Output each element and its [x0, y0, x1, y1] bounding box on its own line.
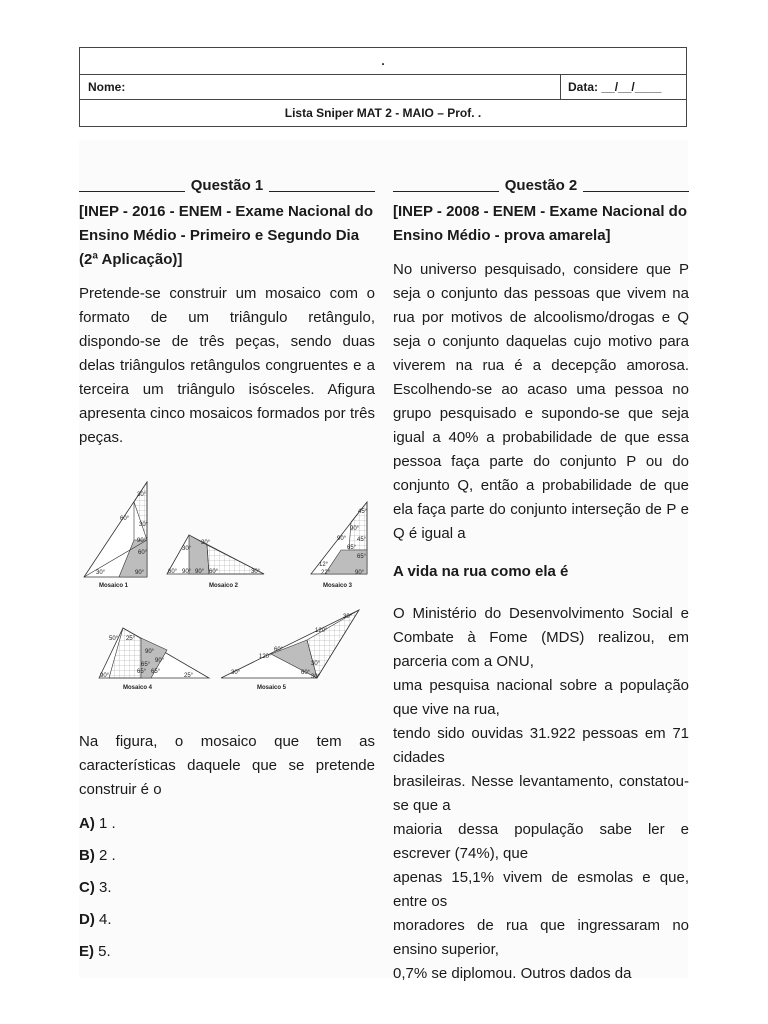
mosaic-3-angle: 90° [355, 570, 365, 576]
mosaic-4-angle: 90° [155, 658, 165, 664]
text-line: O Ministério do Desenvolvimento Social e Combate à Fome (MDS) realizou, em parceria com a ONU, [393, 605, 689, 670]
mosaic-3-angle: 90° [350, 526, 360, 532]
option-text: 1 . [99, 815, 116, 832]
mosaic-4-angle: 25° [126, 636, 136, 642]
text-line: tendo sido ouvidas 31.922 pessoas em 71 cidades [393, 725, 689, 766]
option-text: 3. [99, 879, 112, 896]
date-field[interactable] [561, 75, 686, 99]
mosaic-4 [99, 628, 209, 691]
option-letter: A) [79, 815, 95, 832]
text-line: maioria dessa população sabe ler e escrever (74%), que [393, 821, 689, 862]
mosaic-4-angle: 25° [184, 673, 194, 679]
text-line: 0,7% se diplomou. Outros dados da [393, 965, 632, 982]
question-2-text [393, 602, 689, 986]
mosaic-5-angle: 120° [259, 654, 272, 660]
question-1-title: Questão 1 [190, 177, 264, 194]
mosaic-2-caption: Mosaico 2 [209, 583, 239, 589]
mosaic-2-angle: 60° [209, 569, 219, 575]
option-e[interactable] [79, 940, 375, 964]
mosaic-3-angle: 45° [358, 509, 368, 515]
heading-rule [393, 191, 499, 192]
question-2 [393, 174, 689, 986]
option-letter: B) [79, 847, 95, 864]
question-1-statement: Pretende-se construir um mosaico com o formato de um triângulo retângulo, dispondo-se de três peças, sendo duas delas triângulos retângulos congruentes e a terceira um triângulo isósceles. Afigura apresenta cinco mosaicos formados por três peças. [79, 285, 375, 446]
mosaic-1-angle: 90° [135, 570, 145, 576]
header-top-mark: . [381, 54, 385, 68]
option-a[interactable] [79, 812, 375, 836]
question-1-heading [79, 174, 375, 198]
option-text: 5. [98, 943, 111, 960]
mosaic-4-caption: Mosaico 4 [123, 685, 153, 691]
mosaic-5-angle: 120° [315, 628, 328, 634]
document-body [79, 140, 689, 982]
header-top-row [80, 48, 686, 75]
question-2-title: Questão 2 [504, 177, 578, 194]
option-text: 2 . [99, 847, 116, 864]
mosaic-5-caption: Mosaico 5 [257, 685, 287, 691]
mosaic-2-angle: 90° [195, 569, 205, 575]
question-1-options [79, 812, 375, 964]
mosaic-3-angle: 22° [321, 570, 331, 576]
header-table [79, 47, 687, 127]
mosaic-4-angle: 65° [141, 662, 151, 668]
mosaic-2-angle: 90° [182, 569, 192, 575]
mosaic-3-angle: 65° [357, 554, 367, 560]
header-title-row [80, 100, 686, 126]
name-label: Nome: [88, 80, 126, 94]
question-1-source: [INEP - 2016 - ENEM - Exame Nacional do Ensino Médio - Primeiro e Segundo Dia (2ª Aplicação)] [79, 203, 373, 268]
text-line: uma pesquisa nacional sobre a população que vive na rua, [393, 677, 689, 718]
mosaic-figure-svg [79, 470, 375, 705]
mosaic-4-angle: 50° [109, 636, 119, 642]
mosaic-5-angle: 30° [311, 661, 321, 667]
mosaic-1-angle: 90° [137, 538, 147, 544]
mosaic-3-angle: 65° [347, 545, 357, 551]
option-d[interactable] [79, 908, 375, 932]
mosaic-4-angle: 65° [137, 669, 147, 675]
question-1 [79, 174, 375, 964]
list-title: Lista Sniper MAT 2 - MAIO – Prof. . [284, 106, 482, 120]
mosaic-5-angle: 30° [311, 674, 321, 680]
question-2-statement: No universo pesquisado, considere que P seja o conjunto das pessoas que vivem na rua por motivos de alcoolismo/drogas e Q seja o conjunto daquelas cujo motivo para viverem na rua é a decepção amorosa. Escolhendo-se ao acaso uma pessoa no grupo pesquisado e supondo-se que seja igual a 40% a probabilidade de que essa pessoa faça parte do conjunto P ou do conjunto Q, então a probabilidade de que ela faça parte do conjunto interseção de P e Q é igual a [393, 261, 689, 542]
option-letter: D) [79, 911, 95, 928]
mosaic-figure [79, 470, 375, 720]
question-2-source: [INEP - 2008 - ENEM - Exame Nacional do Ensino Médio - prova amarela] [393, 203, 687, 244]
mosaic-4-angle: 90° [100, 673, 110, 679]
mosaic-4-angle: 65° [151, 669, 161, 675]
text-line: brasileiras. Nesse levantamento, constatou-se que a [393, 773, 689, 814]
mosaic-1-angle: 60° [138, 550, 148, 556]
mosaic-5-angle: 60° [274, 647, 284, 653]
text-line: moradores de rua que ingressaram no ensino superior, [393, 917, 689, 958]
mosaic-3-angle: 90° [337, 536, 347, 542]
mosaic-3-caption: Mosaico 3 [323, 583, 353, 589]
option-b[interactable] [79, 844, 375, 868]
text-line: apenas 15,1% vivem de esmolas e que, entre os [393, 869, 689, 910]
mosaic-5-angle: 30° [343, 614, 353, 620]
question-2-subheading: A vida na rua como ela é [393, 563, 569, 580]
mosaic-2-angle: 30° [201, 540, 211, 546]
option-letter: E) [79, 943, 94, 960]
mosaic-1-angle: 30° [139, 522, 149, 528]
heading-rule [79, 191, 185, 192]
mosaic-2 [167, 535, 264, 589]
header-name-row [80, 75, 686, 100]
heading-rule [583, 191, 689, 192]
mosaic-3-angle: 45° [357, 537, 367, 543]
option-c[interactable] [79, 876, 375, 900]
mosaic-2-angle: 60° [168, 569, 178, 575]
option-letter: C) [79, 879, 95, 896]
mosaic-1-angle: 30° [137, 492, 147, 498]
mosaic-1 [84, 482, 149, 589]
mosaic-2-angle: 30° [182, 546, 192, 552]
question-1-prompt: Na figura, o mosaico que tem as características daquele que se pretende construir é o [79, 733, 375, 798]
mosaic-1-angle: 60° [120, 516, 130, 522]
mosaic-2-angle: 30° [251, 569, 261, 575]
mosaic-3 [311, 502, 368, 589]
question-2-heading [393, 174, 689, 198]
mosaic-4-angle: 90° [145, 649, 155, 655]
name-field[interactable] [80, 75, 561, 99]
mosaic-5 [221, 610, 359, 691]
mosaic-5-angle: 60° [301, 670, 311, 676]
mosaic-5-piece-grid [307, 610, 359, 678]
date-label: Data: __/__/____ [568, 80, 662, 94]
mosaic-5-angle: 30° [231, 670, 241, 676]
mosaic-3-angle: 12° [319, 562, 329, 568]
mosaic-1-caption: Mosaico 1 [99, 583, 129, 589]
option-text: 4. [99, 911, 112, 928]
heading-rule [269, 191, 375, 192]
mosaic-1-angle: 30° [96, 570, 106, 576]
